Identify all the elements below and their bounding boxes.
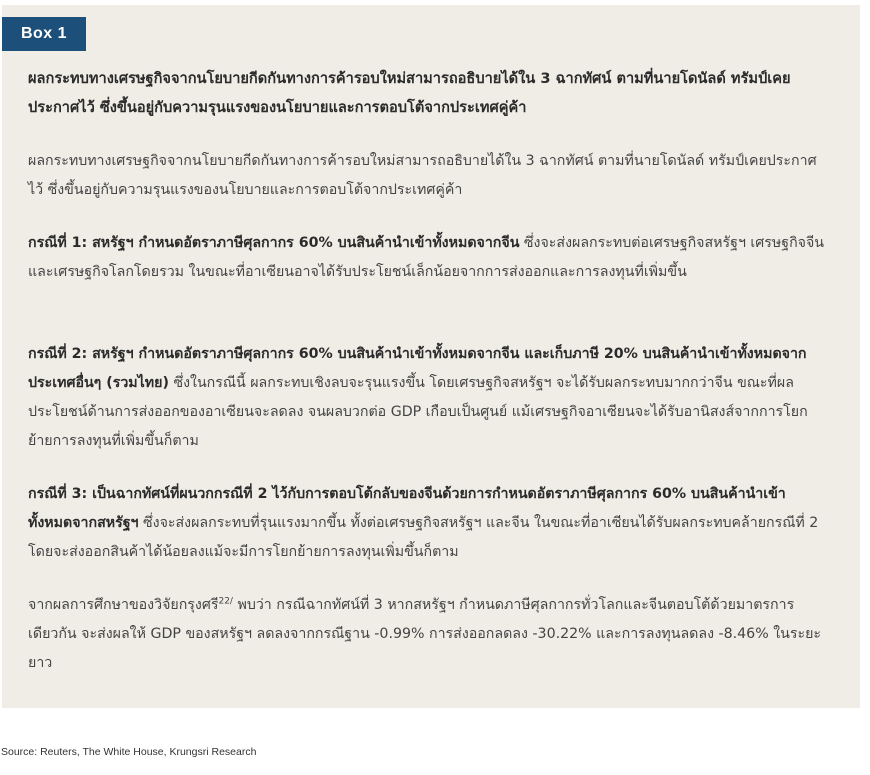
conclusion-text: พบว่า กรณีฉากทัศน์ที่ 3 หากสหรัฐฯ กำหนดภาษีศุลกากรทั่วโลกและจีนตอบโต้ด้วยมาตรการเดียวกัน จะส่งผลให้ GDP ของสหรัฐฯ ลดลงจากกรณีฐาน -0.99% การส่งออกลดลง -30.22% และการลงทุนลดลง -8.46% ในระยะยาว <box>28 597 822 671</box>
case-3-text: ซึ่งจะส่งผลกระทบที่รุนแรงมากขึ้น ทั้งต่อเศรษฐกิจสหรัฐฯ และจีน ในขณะที่อาเซียนได้รับผลกระทบคล้ายกรณีที่ 2 โดยจะส่งออกสินค้าได้น้อยลงแม้จะมีการโยกย้ายการลงทุนเพิ่มขึ้นก็ตาม <box>28 515 819 560</box>
box-badge: Box 1 <box>2 17 86 51</box>
case-3-title: กรณีที่ 3: เป็นฉากทัศน์ที่ผนวกกรณีที่ 2 ไว้กับการตอบโต้กลับของจีนด้วยการกำหนดอัตราภาษีศุลกากร 60% บนสินค้านำเข้าทั้งหมดจากสหรัฐฯ <box>28 486 786 531</box>
footnote-reference: 22/ <box>218 596 233 607</box>
conclusion-paragraph <box>28 591 828 678</box>
case-1-paragraph <box>28 229 828 287</box>
conclusion-lead: จากผลการศึกษาของวิจัยกรุงศรี <box>28 597 219 613</box>
case-2-text: ซึ่งในกรณีนี้ ผลกระทบเชิงลบจะรุนแรงขึ้น โดยเศรษฐกิจสหรัฐฯ จะได้รับผลกระทบมากกว่าจีน ขณะที่ผลประโยชน์ด้านการส่งออกของอาเซียนจะลดลง จนผลบวกต่อ GDP เกือบเป็นศูนย์ แม้เศรษฐกิจอาเซียนจะได้รับอานิสงส์จากการโยกย้ายการลงทุนที่เพิ่มขึ้นก็ตาม <box>28 375 808 449</box>
case-3-paragraph <box>28 480 828 567</box>
case-1-text: ซึ่งจะส่งผลกระทบต่อเศรษฐกิจสหรัฐฯ เศรษฐกิจจีน และเศรษฐกิจโลกโดยรวม ในขณะที่อาเซียนอาจได้รับประโยชน์เล็กน้อยจากการส่งออกและการลงทุนที่เพิ่มขึ้น <box>28 235 825 280</box>
case-2-title: กรณีที่ 2: สหรัฐฯ กำหนดอัตราภาษีศุลกากร 60% บนสินค้านำเข้าทั้งหมดจากจีน และเก็บภาษี 20% บนสินค้านำเข้าทั้งหมดจากประเทศอื่นๆ (รวมไทย) <box>28 346 807 391</box>
source-note: Source: Reuters, The White House, Krungsri Research <box>1 746 257 758</box>
box-content <box>28 64 828 671</box>
case-1-title: กรณีที่ 1: สหรัฐฯ กำหนดอัตราภาษีศุลกากร 60% บนสินค้านำเข้าทั้งหมดจากจีน <box>28 235 520 251</box>
case-2-paragraph <box>28 340 828 456</box>
intro-paragraph: ผลกระทบทางเศรษฐกิจจากนโยบายกีดกันทางการค้ารอบใหม่สามารถอธิบายได้ใน 3 ฉากทัศน์ ตามที่นายโดนัลด์ ทรัมป์เคยประกาศไว้ ซึ่งขึ้นอยู่กับความรุนแรงของนโยบายและการตอบโต้จากประเทศคู่ค้า <box>28 153 817 198</box>
box-heading: ผลกระทบทางเศรษฐกิจจากนโยบายกีดกันทางการค้ารอบใหม่สามารถอธิบายได้ใน 3 ฉากทัศน์ ตามที่นายโดนัลด์ ทรัมป์เคยประกาศไว้ ซึ่งขึ้นอยู่กับความรุนแรงของนโยบายและการตอบโต้จากประเทศคู่ค้า <box>28 70 791 116</box>
